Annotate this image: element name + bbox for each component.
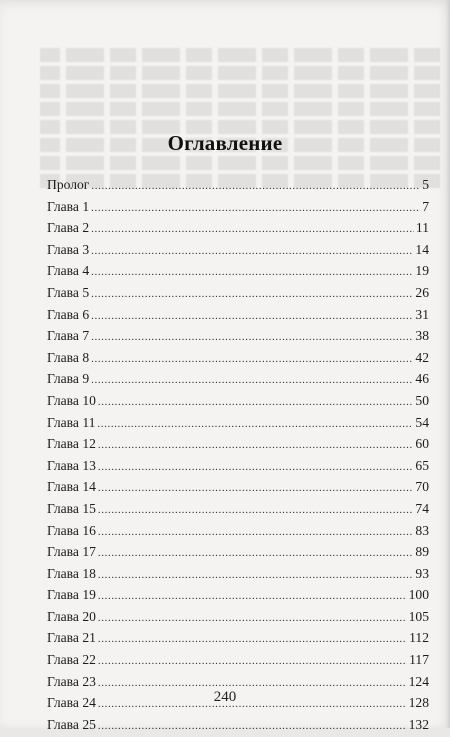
toc-entry-page: 50: [415, 392, 429, 408]
toc-entry[interactable]: [47, 476, 429, 498]
toc-entry[interactable]: [47, 304, 429, 326]
toc-entry-label: Глава 2: [47, 220, 90, 236]
toc-entry-page: 83: [415, 522, 429, 538]
leader-dots: [98, 565, 413, 587]
toc-entry[interactable]: [47, 239, 429, 261]
leader-dots: [98, 608, 407, 630]
toc-entry[interactable]: [47, 390, 429, 412]
leader-dots: [98, 716, 407, 737]
toc-entry[interactable]: [47, 260, 429, 282]
leader-dots: [97, 414, 413, 436]
leader-dots: [98, 435, 413, 457]
toc-entry-label: Глава 8: [47, 349, 90, 365]
toc-entry[interactable]: [47, 174, 429, 196]
toc-entry[interactable]: [47, 282, 429, 304]
toc-entry[interactable]: [47, 520, 429, 542]
toc-entry-page: 31: [415, 306, 429, 322]
toc-entry-label: Глава 19: [47, 587, 96, 603]
leader-dots: [91, 306, 413, 328]
leader-dots: [91, 176, 420, 198]
toc-entry-page: 46: [415, 371, 429, 387]
leader-dots: [91, 370, 413, 392]
toc-entry-page: 132: [408, 716, 429, 732]
toc-entry-label: Глава 3: [47, 241, 90, 257]
toc-entry-page: 11: [415, 220, 429, 236]
table-of-contents: [47, 174, 429, 735]
toc-entry-page: 70: [415, 479, 429, 495]
toc-entry-page: 7: [422, 198, 429, 214]
leader-dots: [98, 651, 407, 673]
toc-entry-page: 65: [415, 457, 429, 473]
toc-entry[interactable]: [47, 541, 429, 563]
toc-entry-label: Глава 4: [47, 263, 90, 279]
leader-dots: [91, 349, 413, 371]
page-title: Оглавление: [167, 131, 283, 155]
toc-entry[interactable]: [47, 627, 429, 649]
leader-dots: [98, 543, 413, 565]
toc-entry[interactable]: [47, 196, 429, 218]
toc-entry[interactable]: [47, 584, 429, 606]
toc-entry-label: Глава 21: [47, 630, 96, 646]
toc-entry-page: 74: [415, 500, 429, 516]
toc-entry-page: 93: [415, 565, 429, 581]
toc-entry[interactable]: [47, 563, 429, 585]
toc-entry-label: Глава 17: [47, 544, 96, 560]
toc-entry-page: 26: [415, 284, 429, 300]
toc-entry-label: Глава 25: [47, 716, 96, 732]
toc-entry-label: Глава 15: [47, 500, 96, 516]
toc-entry-label: Глава 11: [47, 414, 96, 430]
toc-entry-page: 89: [415, 544, 429, 560]
toc-entry-label: Глава 22: [47, 652, 96, 668]
toc-entry-label: Глава 9: [47, 371, 90, 387]
toc-entry-label: Глава 6: [47, 306, 90, 322]
bleed-through-text: [40, 44, 440, 194]
leader-dots: [91, 219, 414, 241]
toc-entry-label: Глава 14: [47, 479, 96, 495]
toc-entry[interactable]: [47, 217, 429, 239]
leader-dots: [98, 629, 407, 651]
leader-dots: [91, 198, 420, 220]
toc-entry-label: Глава 5: [47, 284, 90, 300]
leader-dots: [91, 327, 413, 349]
toc-entry-page: 128: [408, 695, 429, 711]
toc-entry[interactable]: [47, 368, 429, 390]
toc-entry-label: Глава 24: [47, 695, 96, 711]
toc-entry-page: 60: [415, 436, 429, 452]
toc-entry[interactable]: [47, 347, 429, 369]
toc-entry[interactable]: [47, 714, 429, 736]
toc-entry-page: 112: [409, 630, 429, 646]
toc-entry-page: 42: [415, 349, 429, 365]
toc-entry[interactable]: [47, 498, 429, 520]
toc-entry-label: Глава 18: [47, 565, 96, 581]
leader-dots: [91, 284, 413, 306]
toc-entry-label: Глава 20: [47, 608, 96, 624]
leader-dots: [98, 586, 407, 608]
toc-entry[interactable]: [47, 649, 429, 671]
toc-entry-page: 100: [408, 587, 429, 603]
page-edge-shadow: [446, 0, 450, 728]
toc-entry-label: Глава 13: [47, 457, 96, 473]
toc-entry-page: 5: [422, 177, 429, 192]
leader-dots: [98, 478, 413, 500]
leader-dots: [98, 522, 413, 544]
leader-dots: [98, 457, 413, 479]
toc-entry-label: Глава 10: [47, 392, 96, 408]
toc-entry[interactable]: [47, 433, 429, 455]
toc-entry[interactable]: [47, 412, 429, 434]
toc-entry-label: Глава 1: [47, 198, 90, 214]
toc-entry[interactable]: [47, 455, 429, 477]
leader-dots: [91, 262, 413, 284]
toc-entry-label: Глава 16: [47, 522, 96, 538]
toc-entry-label: Пролог: [47, 177, 90, 192]
toc-entry-page: 124: [408, 673, 429, 689]
page-number: 240: [213, 689, 237, 705]
toc-entry-page: 19: [415, 263, 429, 279]
toc-entry-page: 117: [409, 652, 429, 668]
leader-dots: [98, 500, 413, 522]
toc-entry-label: Глава 12: [47, 436, 96, 452]
toc-entry[interactable]: [47, 606, 429, 628]
toc-entry-label: Глава 23: [47, 673, 96, 689]
toc-entry-page: 38: [415, 328, 429, 344]
toc-entry-label: Глава 7: [47, 328, 90, 344]
toc-entry-page: 54: [415, 414, 429, 430]
leader-dots: [91, 241, 413, 263]
toc-entry-page: 105: [408, 608, 429, 624]
toc-entry[interactable]: [47, 325, 429, 347]
toc-entry-page: 14: [415, 241, 429, 257]
leader-dots: [98, 392, 413, 414]
